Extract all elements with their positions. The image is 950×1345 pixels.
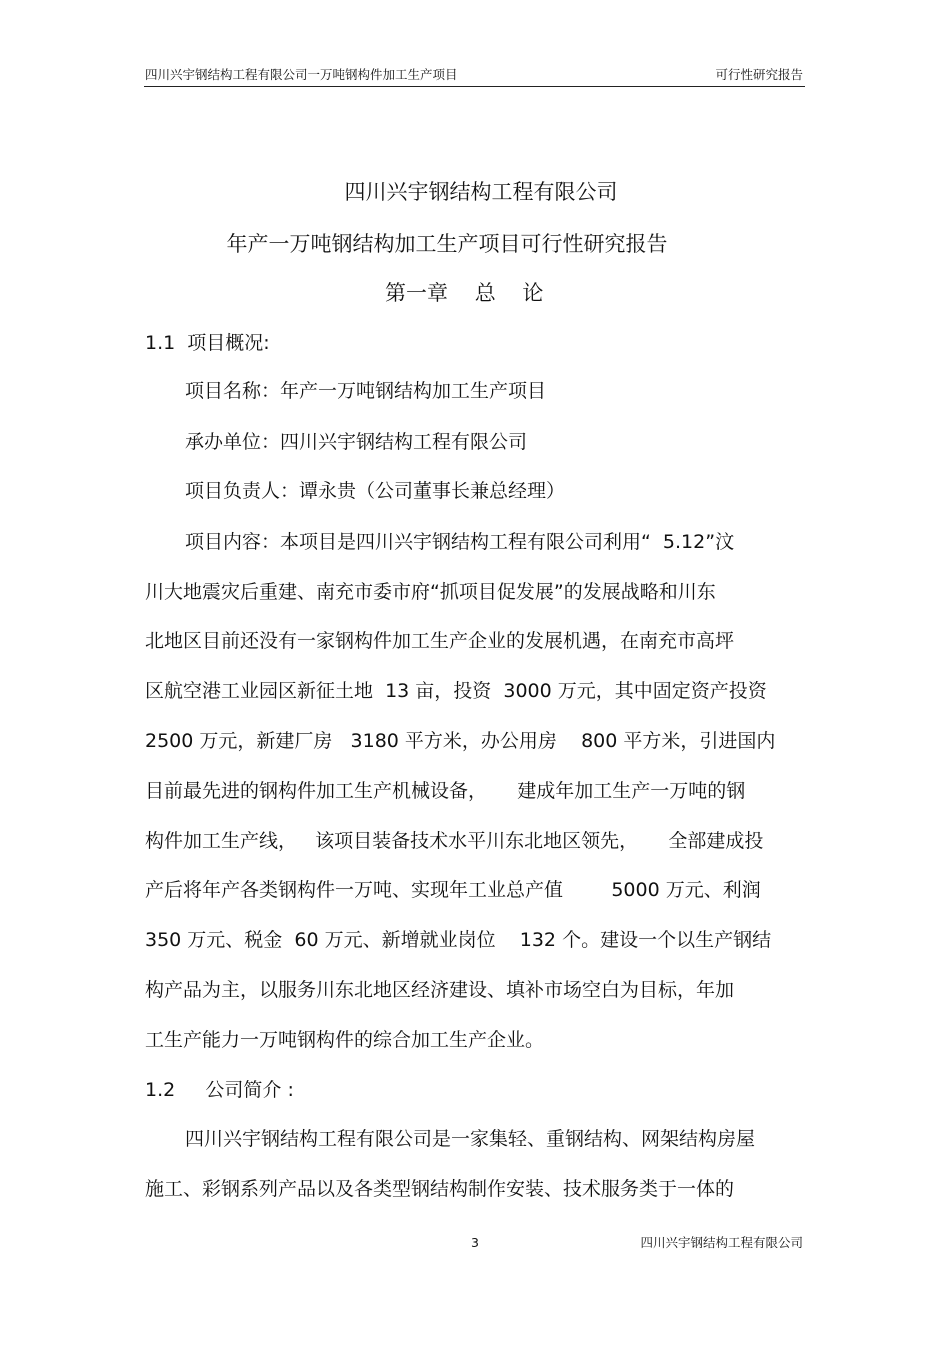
content-paragraph-line: 工生产能力一万吨钢构件的综合加工生产企业。 xyxy=(145,1029,545,1051)
page-header-right: 可行性研究报告 xyxy=(715,67,803,82)
content-paragraph-line: 构产品为主，以服务川东北地区经济建设、填补市场空白为目标，年加 xyxy=(145,979,735,1001)
content-paragraph-line: 项目内容：本项目是四川兴宇钢结构工程有限公司利用“ 5.12”汶 xyxy=(185,531,735,553)
page-number: 3 xyxy=(471,1235,479,1250)
content-paragraph-line: 2500 万元，新建厂房 3180 平方米，办公用房 800 平方米，引进国内 xyxy=(145,730,776,752)
project-name-line: 项目名称：年产一万吨钢结构加工生产项目 xyxy=(185,380,547,402)
section-heading-overview: 1.1 项目概况: xyxy=(145,332,270,354)
document-title-report: 年产一万吨钢结构加工生产项目可行性研究报告 xyxy=(226,232,668,256)
document-title-company: 四川兴宇钢结构工程有限公司 xyxy=(344,180,618,204)
company-intro-line: 施工、彩钢系列产品以及各类型钢结构制作安装、技术服务类于一体的 xyxy=(145,1178,735,1200)
project-leader-line: 项目负责人：谭永贵（公司董事长兼总经理） xyxy=(185,480,566,502)
header-rule xyxy=(144,86,805,87)
page-header-left: 四川兴宇钢结构工程有限公司一万吨钢构件加工生产项目 xyxy=(145,67,458,82)
chapter-heading: 第一章 总 论 xyxy=(385,281,544,305)
organizer-line: 承办单位：四川兴宇钢结构工程有限公司 xyxy=(185,431,528,453)
footer-company: 四川兴宇钢结构工程有限公司 xyxy=(640,1235,803,1250)
content-paragraph-line: 区航空港工业园区新征土地 13 亩，投资 3000 万元，其中固定资产投资 xyxy=(145,680,767,702)
content-paragraph-line: 350 万元、税金 60 万元、新增就业岗位 132 个。建设一个以生产钢结 xyxy=(145,929,772,951)
company-intro-line: 四川兴宇钢结构工程有限公司是一家集轻、重钢结构、网架结构房屋 xyxy=(185,1128,756,1150)
content-paragraph-line: 北地区目前还没有一家钢构件加工生产企业的发展机遇，在南充市高坪 xyxy=(145,630,735,652)
content-paragraph-line: 构件加工生产线， 该项目装备技术水平川东北地区领先， 全部建成投 xyxy=(145,830,764,852)
content-paragraph-line: 目前最先进的钢构件加工生产机械设备， 建成年加工生产一万吨的钢 xyxy=(145,780,746,802)
section-heading-company-intro: 1.2 公司简介 : xyxy=(145,1079,294,1101)
content-paragraph-line: 产后将年产各类钢构件一万吨、实现年工业总产值 5000 万元、利润 xyxy=(145,879,761,901)
content-paragraph-line: 川大地震灾后重建、南充市委市府“抓项目促发展”的发展战略和川东 xyxy=(145,581,716,603)
